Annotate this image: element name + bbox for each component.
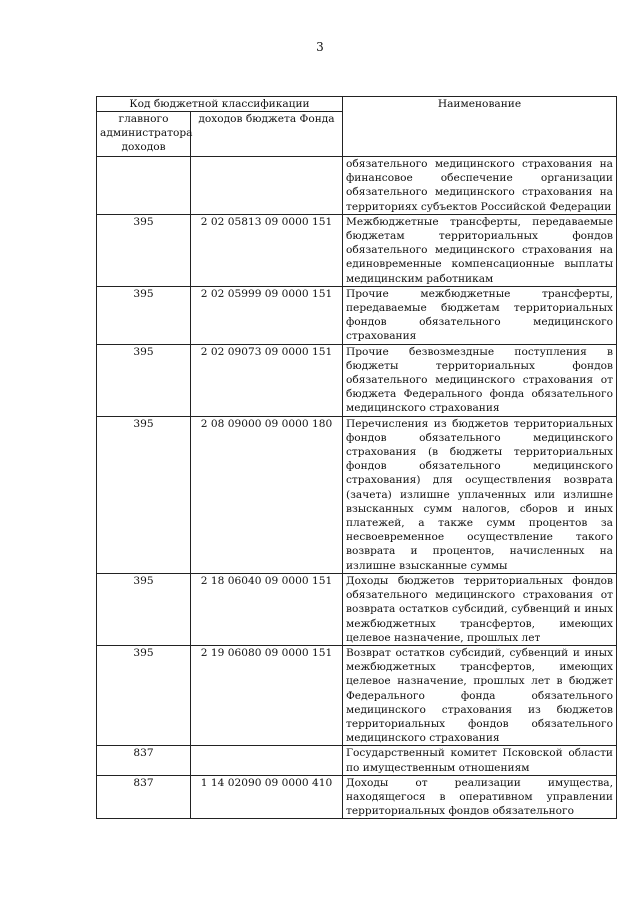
revenue-code-cell	[191, 746, 343, 775]
table-row	[97, 775, 617, 819]
table-row	[97, 645, 617, 745]
admin-code-cell: 837	[97, 746, 191, 775]
revenue-code-cell	[191, 157, 343, 215]
name-cell: Прочие безвозмездные поступления в бюджеты территориальных фондов обязательного медицинского страхования от бюджета Федерального фонда обязательного медицинского страхования	[343, 344, 617, 416]
header-name: Наименование	[343, 97, 617, 157]
revenue-code-cell: 2 02 05999 09 0000 151	[191, 286, 343, 344]
admin-code-cell: 395	[97, 416, 191, 573]
admin-code-cell: 395	[97, 286, 191, 344]
table-row	[97, 286, 617, 344]
name-cell: обязательного медицинского страхования на финансовое обеспечение организации обязательного медицинского страхования на территориях субъектов Российской Федерации	[343, 157, 617, 215]
name-cell: Перечисления из бюджетов территориальных фондов обязательного медицинского страхования (в бюджеты территориальных фондов обязательного медицинского страхования) для осуществления возврата (зачета) излишне уплаченных или излишне взысканных сумм налогов, сборов и иных платежей, а также сумм процентов за несвоевременное осуществление такого возврата и процентов, начисленных на излишне взысканные суммы	[343, 416, 617, 573]
name-cell: Доходы бюджетов территориальных фондов обязательного медицинского страхования от возврата остатков субсидий, субвенций и иных межбюджетных трансфертов, имеющих целевое назначение, прошлых лет	[343, 573, 617, 645]
table-row	[97, 416, 617, 573]
admin-code-cell: 395	[97, 214, 191, 286]
admin-code-cell: 395	[97, 344, 191, 416]
header-row-top	[97, 97, 617, 112]
name-cell: Возврат остатков субсидий, субвенций и иных межбюджетных трансфертов, имеющих целевое назначение, прошлых лет в бюджет Федерального фонда обязательного медицинского страхования из бюджетов территориальных фондов обязательного медицинского страхования	[343, 645, 617, 745]
admin-code-cell: 395	[97, 645, 191, 745]
admin-code-cell: 395	[97, 573, 191, 645]
revenue-code-cell: 2 18 06040 09 0000 151	[191, 573, 343, 645]
name-cell: Прочие межбюджетные трансферты, передаваемые бюджетам территориальных фондов обязательного медицинского страхования	[343, 286, 617, 344]
table-row	[97, 573, 617, 645]
header-main-administrator: главного администратора доходов	[97, 112, 191, 157]
name-cell: Доходы от реализации имущества, находящегося в оперативном управлении территориальных фондов обязательного	[343, 775, 617, 819]
budget-classification-table	[96, 96, 617, 819]
table-row	[97, 157, 617, 215]
table-row	[97, 214, 617, 286]
revenue-code-cell: 2 19 06080 09 0000 151	[191, 645, 343, 745]
header-budget-classification-code: Код бюджетной классификации	[97, 97, 343, 112]
revenue-code-cell: 2 02 09073 09 0000 151	[191, 344, 343, 416]
header-fund-revenue-code: доходов бюджета Фонда	[191, 112, 343, 157]
revenue-code-cell: 1 14 02090 09 0000 410	[191, 775, 343, 819]
table-row	[97, 746, 617, 775]
admin-code-cell	[97, 157, 191, 215]
name-cell: Государственный комитет Псковской области по имущественным отношениям	[343, 746, 617, 775]
revenue-code-cell: 2 02 05813 09 0000 151	[191, 214, 343, 286]
page-number: 3	[316, 40, 324, 54]
admin-code-cell: 837	[97, 775, 191, 819]
revenue-code-cell: 2 08 09000 09 0000 180	[191, 416, 343, 573]
table-row	[97, 344, 617, 416]
name-cell: Межбюджетные трансферты, передаваемые бюджетам территориальных фондов обязательного медицинского страхования на единовременные компенсационные выплаты медицинским работникам	[343, 214, 617, 286]
